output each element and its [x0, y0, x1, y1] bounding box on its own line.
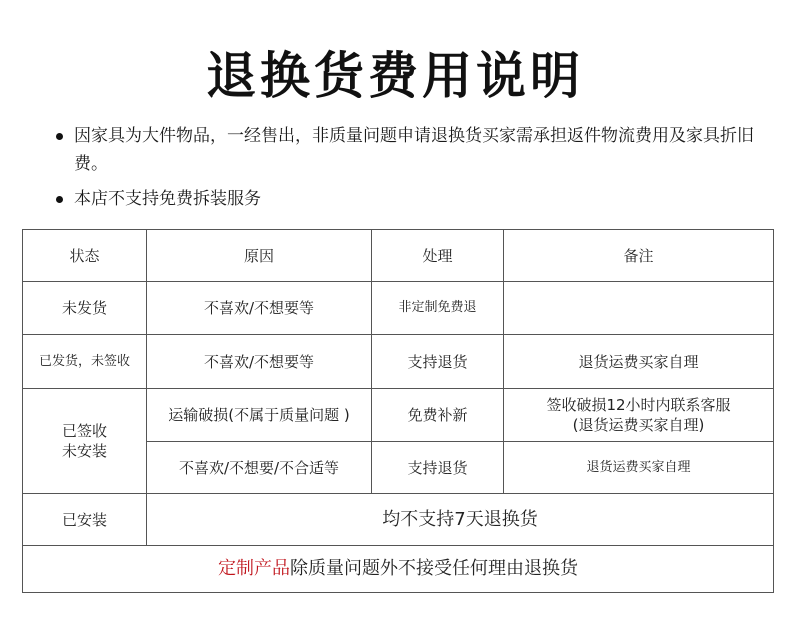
- table-header-row: [23, 230, 774, 282]
- note-line: (退货运费买家自理): [572, 416, 705, 434]
- cell-note: [504, 282, 774, 335]
- cell-note: 退货运费买家自理: [504, 442, 774, 494]
- cell-handling: 免费补新: [372, 389, 504, 442]
- cell-handling: 支持退货: [372, 335, 504, 389]
- note-line: 签收破损12小时内联系客服: [546, 396, 731, 414]
- table-row: [23, 335, 774, 389]
- cell-handling: 支持退货: [372, 442, 504, 494]
- return-fee-table: [22, 229, 774, 593]
- table-row: [23, 389, 774, 442]
- cell-reason: 运输破损(不属于质量问题 ): [147, 389, 372, 442]
- status-line: 已签收: [61, 422, 107, 440]
- footer-text: 除质量问题外不接受任何理由退换货: [290, 558, 578, 579]
- table-row: [23, 494, 774, 546]
- footer-cell: [23, 546, 774, 593]
- header-reason: 原因: [147, 230, 372, 282]
- bullet-text: 本店不支持免费拆装服务: [74, 189, 261, 209]
- cell-status: 未发货: [23, 282, 147, 335]
- header-note: 备注: [504, 230, 774, 282]
- cell-handling: 非定制免费退: [372, 282, 504, 335]
- status-line: 未安装: [61, 442, 107, 460]
- policy-bullets: [54, 122, 754, 213]
- bullet-item: [54, 122, 754, 178]
- header-status: 状态: [23, 230, 147, 282]
- cell-note: 退货运费买家自理: [504, 335, 774, 389]
- cell-policy: 均不支持7天退换货: [147, 494, 774, 546]
- cell-reason: 不喜欢/不想要等: [147, 335, 372, 389]
- table-footer-row: [23, 546, 774, 593]
- cell-status: 已发货，未签收: [23, 335, 147, 389]
- bullet-dot-icon: [56, 196, 63, 203]
- cell-status: 已安装: [23, 494, 147, 546]
- bullet-text: 因家具为大件物品，一经售出，非质量问题申请退换货买家需承担返件物流费用及家具折旧费。: [74, 126, 754, 174]
- page-title: 退换货费用说明: [206, 47, 584, 105]
- cell-status: [23, 389, 147, 494]
- header-handling: 处理: [372, 230, 504, 282]
- cell-reason: 不喜欢/不想要/不合适等: [147, 442, 372, 494]
- cell-note: [504, 389, 774, 442]
- table-row: [23, 282, 774, 335]
- bullet-item: [54, 185, 754, 213]
- bullet-dot-icon: [56, 133, 63, 140]
- custom-product-highlight: 定制产品: [218, 558, 290, 579]
- cell-reason: 不喜欢/不想要等: [147, 282, 372, 335]
